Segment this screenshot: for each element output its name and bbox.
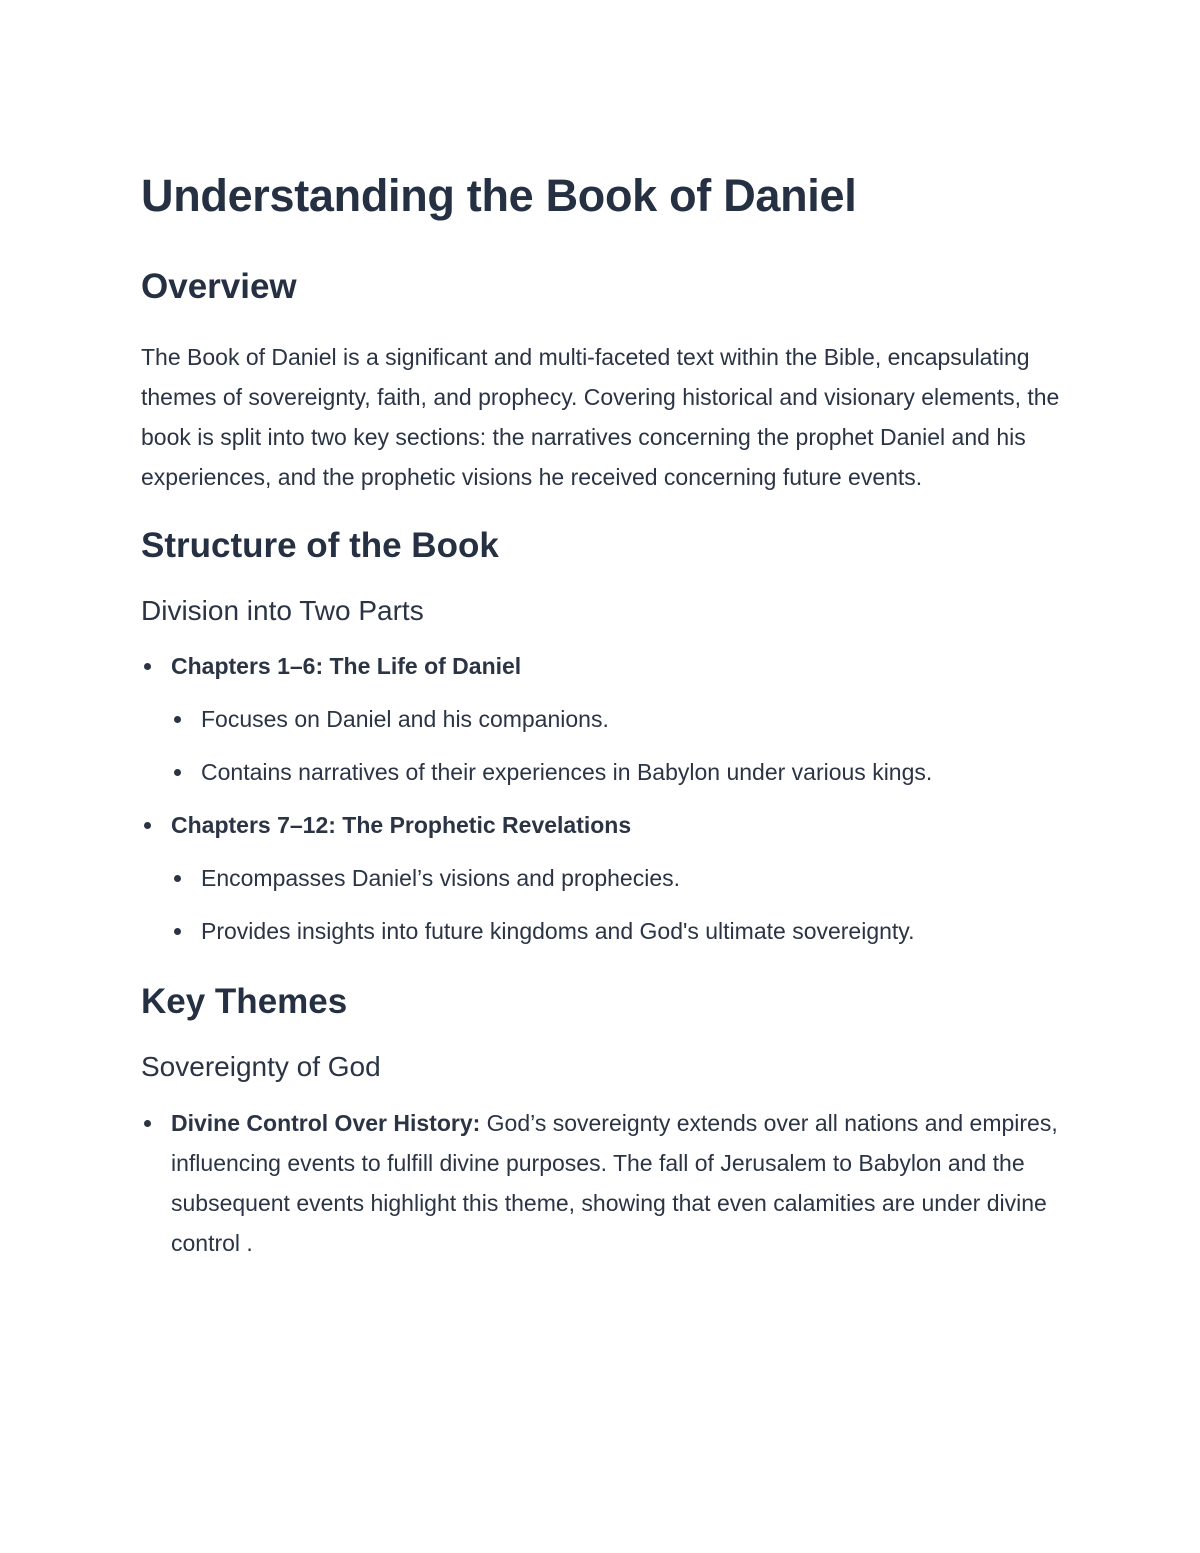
bullet-icon [144,822,151,829]
list-item-text: Focuses on Daniel and his companions. [201,706,609,732]
bullet-icon [174,769,181,776]
document-page [141,168,1071,1263]
list-item-text: Contains narratives of their experiences in Babylon under various kings. [201,759,933,785]
part-label: Chapters 7–12: The Prophetic Revelations [171,812,632,838]
document-title: Understanding the Book of Daniel [141,170,857,221]
bullet-icon [144,663,151,670]
list-item [171,858,1071,898]
themes-list [141,1103,1071,1263]
list-item [141,646,1071,792]
list-item-text: Provides insights into future kingdoms and God's ultimate sovereignty. [201,918,915,944]
structure-heading: Structure of the Book [141,526,499,565]
list-item [171,699,1071,739]
bullet-icon [174,928,181,935]
sub-list [171,858,1071,951]
sub-list [171,699,1071,792]
overview-paragraph: The Book of Daniel is a significant and multi-faceted text within the Bible, encapsulating themes of sovereignty, faith, and prophecy. Covering historical and visionary elements, the book is split into two key sections: the narratives concerning the prophet Daniel and his experiences, and the prophetic visions he received concerning future events. [141,344,1060,490]
bullet-icon [174,716,181,723]
theme-text: God’s sovereignty extends over all nations and empires, influencing events to fulfill divine purposes. The fall of Jerusalem to Babylon and the subsequent events highlight this theme, showing that even calamities are under divine control . [171,1110,1058,1256]
list-item [141,1103,1071,1263]
themes-heading: Key Themes [141,982,348,1021]
part-label: Chapters 1–6: The Life of Daniel [171,653,522,679]
list-item [171,911,1071,951]
structure-list [141,646,1071,951]
list-item [171,752,1071,792]
theme-label: Divine Control Over History: [171,1110,481,1136]
structure-subheading: Division into Two Parts [141,595,424,626]
overview-heading: Overview [141,267,297,306]
bullet-icon [144,1120,151,1127]
themes-subheading: Sovereignty of God [141,1051,381,1082]
bullet-icon [174,875,181,882]
list-item [141,805,1071,951]
list-item-text: Encompasses Daniel’s visions and prophecies. [201,865,681,891]
